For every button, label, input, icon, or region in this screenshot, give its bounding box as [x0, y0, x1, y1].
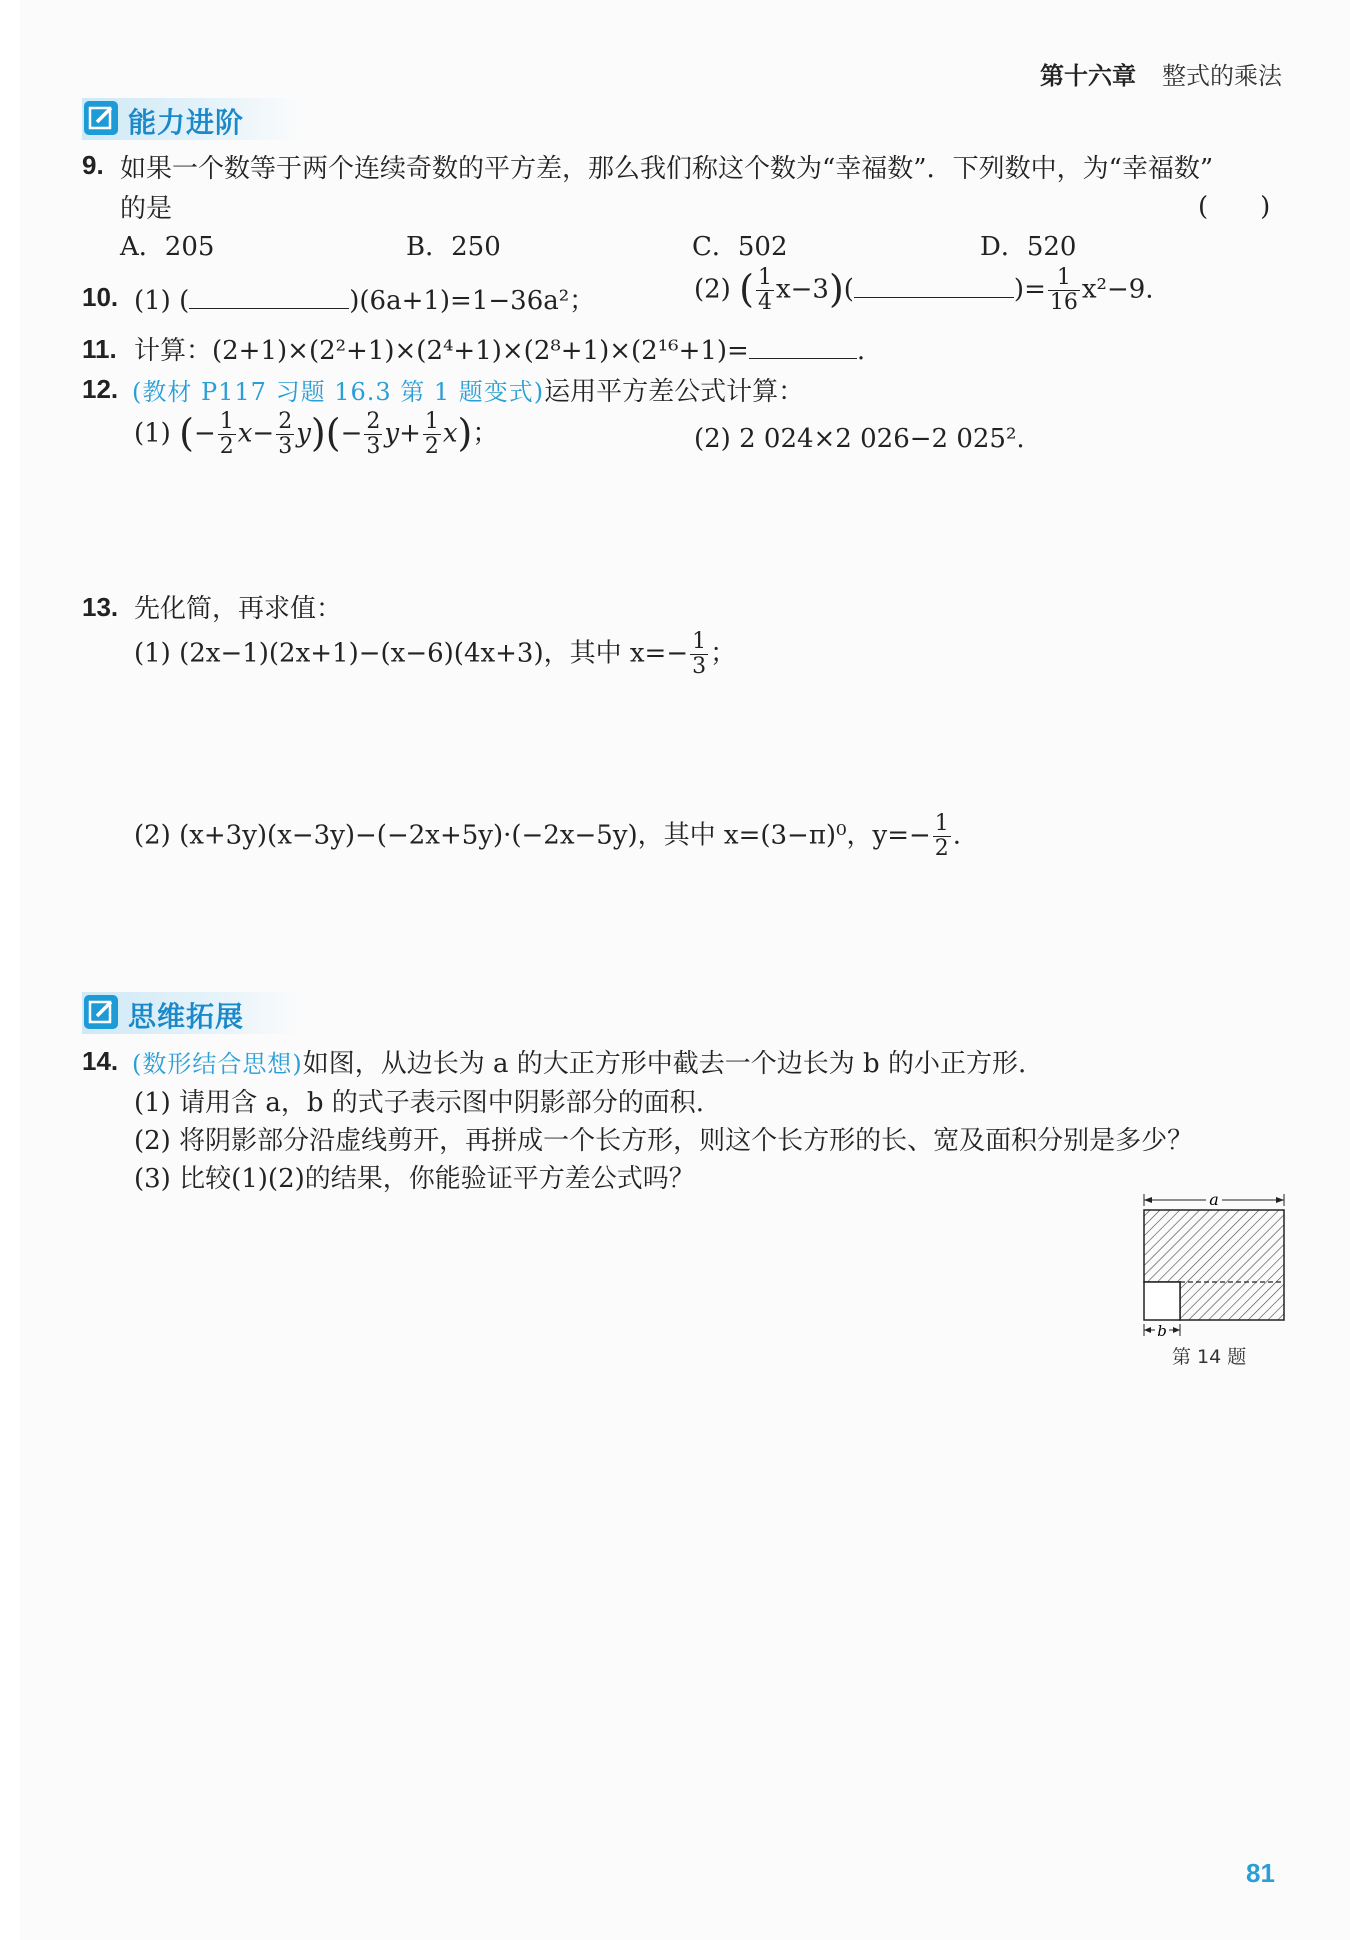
fraction: $\frac{2}{3}$ — [278, 409, 293, 459]
pencil-note-icon — [84, 101, 118, 135]
figure-caption: 第 14 题 — [1172, 1346, 1247, 1368]
question-number: 12. — [82, 374, 119, 404]
option-d: D．520 — [980, 232, 1077, 262]
pencil-note-icon — [84, 995, 118, 1029]
fraction: $\frac{1}{2}$ — [219, 409, 234, 459]
chapter-topic: 整式的乘法 — [1162, 63, 1282, 90]
source-note: (数形结合思想) — [132, 1050, 303, 1078]
question-text: 运用平方差公式计算： — [544, 377, 805, 407]
q12-part2: (2) 2 024×2 026−2 025². — [694, 424, 1025, 454]
q10-part2-label: (2) — [694, 274, 731, 305]
question-number: 11. — [82, 334, 117, 364]
fraction: $\frac{1}{3}$ — [692, 629, 707, 679]
q10-part2: (2) ( $\frac{1}{4}$ x−3)( )= $\frac{1}{16}$ x²−9. — [694, 265, 1154, 315]
fraction: $\frac{1}{2}$ — [934, 811, 949, 861]
q12-line — [132, 371, 804, 408]
q14-part3: (3) 比较(1)(2)的结果，你能验证平方差公式吗？ — [134, 1164, 695, 1194]
section-title: 能力进阶 — [128, 106, 245, 139]
source-note: (教材 P117 习题 16.3 第 1 题变式) — [132, 378, 545, 406]
fraction: $\frac{1}{2}$ — [424, 409, 439, 459]
question-number: 9. — [82, 150, 104, 180]
q10-part1 — [134, 280, 595, 317]
question-number: 13. — [82, 592, 119, 622]
q10-part1-label: (1) ( — [134, 286, 190, 316]
fraction: $\frac{2}{3}$ — [366, 409, 381, 459]
question-number: 10. — [82, 282, 119, 312]
label-a: a — [1209, 1190, 1219, 1209]
q11-text: 计算：(2+1)×(2²+1)×(2⁴+1)×(2⁸+1)×(2¹⁶+1)= . — [134, 336, 866, 366]
section-banner-thinking — [82, 992, 302, 1034]
question-text-cont: 的是 — [120, 194, 173, 224]
section-banner-ability — [82, 98, 302, 140]
q13-part2: (2) (x+3y)(x−3y)−(−2x+5y)·(−2x−5y)，其中 x=(3−π)⁰，y=− $\frac{1}{2}$ . — [134, 811, 962, 861]
page-number: 81 — [1246, 1858, 1275, 1888]
chapter-header — [1040, 56, 1282, 91]
q14-line — [132, 1043, 1026, 1080]
q10-part1-tail: )(6a+1)=1−36a²； — [349, 286, 596, 316]
option-a: A．205 — [120, 232, 215, 262]
q13-part1: (1) (2x−1)(2x+1)−(x−6)(4x+3)，其中 x=− $\frac{1}{3}$ ； — [134, 629, 737, 679]
q14-part1: (1) 请用含 a，b 的式子表示图中阴影部分的面积. — [134, 1088, 705, 1118]
question-number: 14. — [82, 1046, 119, 1076]
question-text: 如果一个数等于两个连续奇数的平方差，那么我们称这个数为“幸福数”．下列数中，为“幸福数” — [120, 154, 1214, 184]
q14-part2: (2) 将阴影部分沿虚线剪开，再拼成一个长方形，则这个长方形的长、宽及面积分别是多少？ — [134, 1126, 1194, 1156]
small-square — [1144, 1282, 1180, 1320]
fraction: $\frac{1}{16}$ — [1049, 265, 1078, 315]
answer-parentheses: ( ) — [1198, 192, 1271, 222]
question-text: 先化简，再求值： — [134, 594, 343, 624]
q12-part1: (1) (− $\frac{1}{2}$ x− $\frac{2}{3}$ y)(− $\frac{2}{3}$ y+ $\frac{1}{2}$ x)； — [134, 409, 499, 459]
square-figure — [1140, 1190, 1290, 1340]
answer-blank[interactable] — [189, 286, 349, 309]
answer-blank[interactable] — [749, 336, 857, 359]
chapter-number: 第十六章 — [1040, 63, 1136, 90]
q11-expression: 计算：(2+1)×(2²+1)×(2⁴+1)×(2⁸+1)×(2¹⁶+1)= — [134, 336, 749, 366]
option-c: C．502 — [692, 232, 788, 262]
question-text: 如图，从边长为 a 的大正方形中截去一个边长为 b 的小正方形. — [302, 1049, 1027, 1079]
option-b: B．250 — [406, 232, 501, 262]
section-title: 思维拓展 — [128, 1000, 245, 1033]
label-b: b — [1157, 1322, 1167, 1340]
answer-blank[interactable] — [854, 275, 1014, 298]
q10-part2-inner: x−3 — [775, 274, 829, 305]
fraction: $\frac{1}{4}$ — [757, 265, 772, 315]
